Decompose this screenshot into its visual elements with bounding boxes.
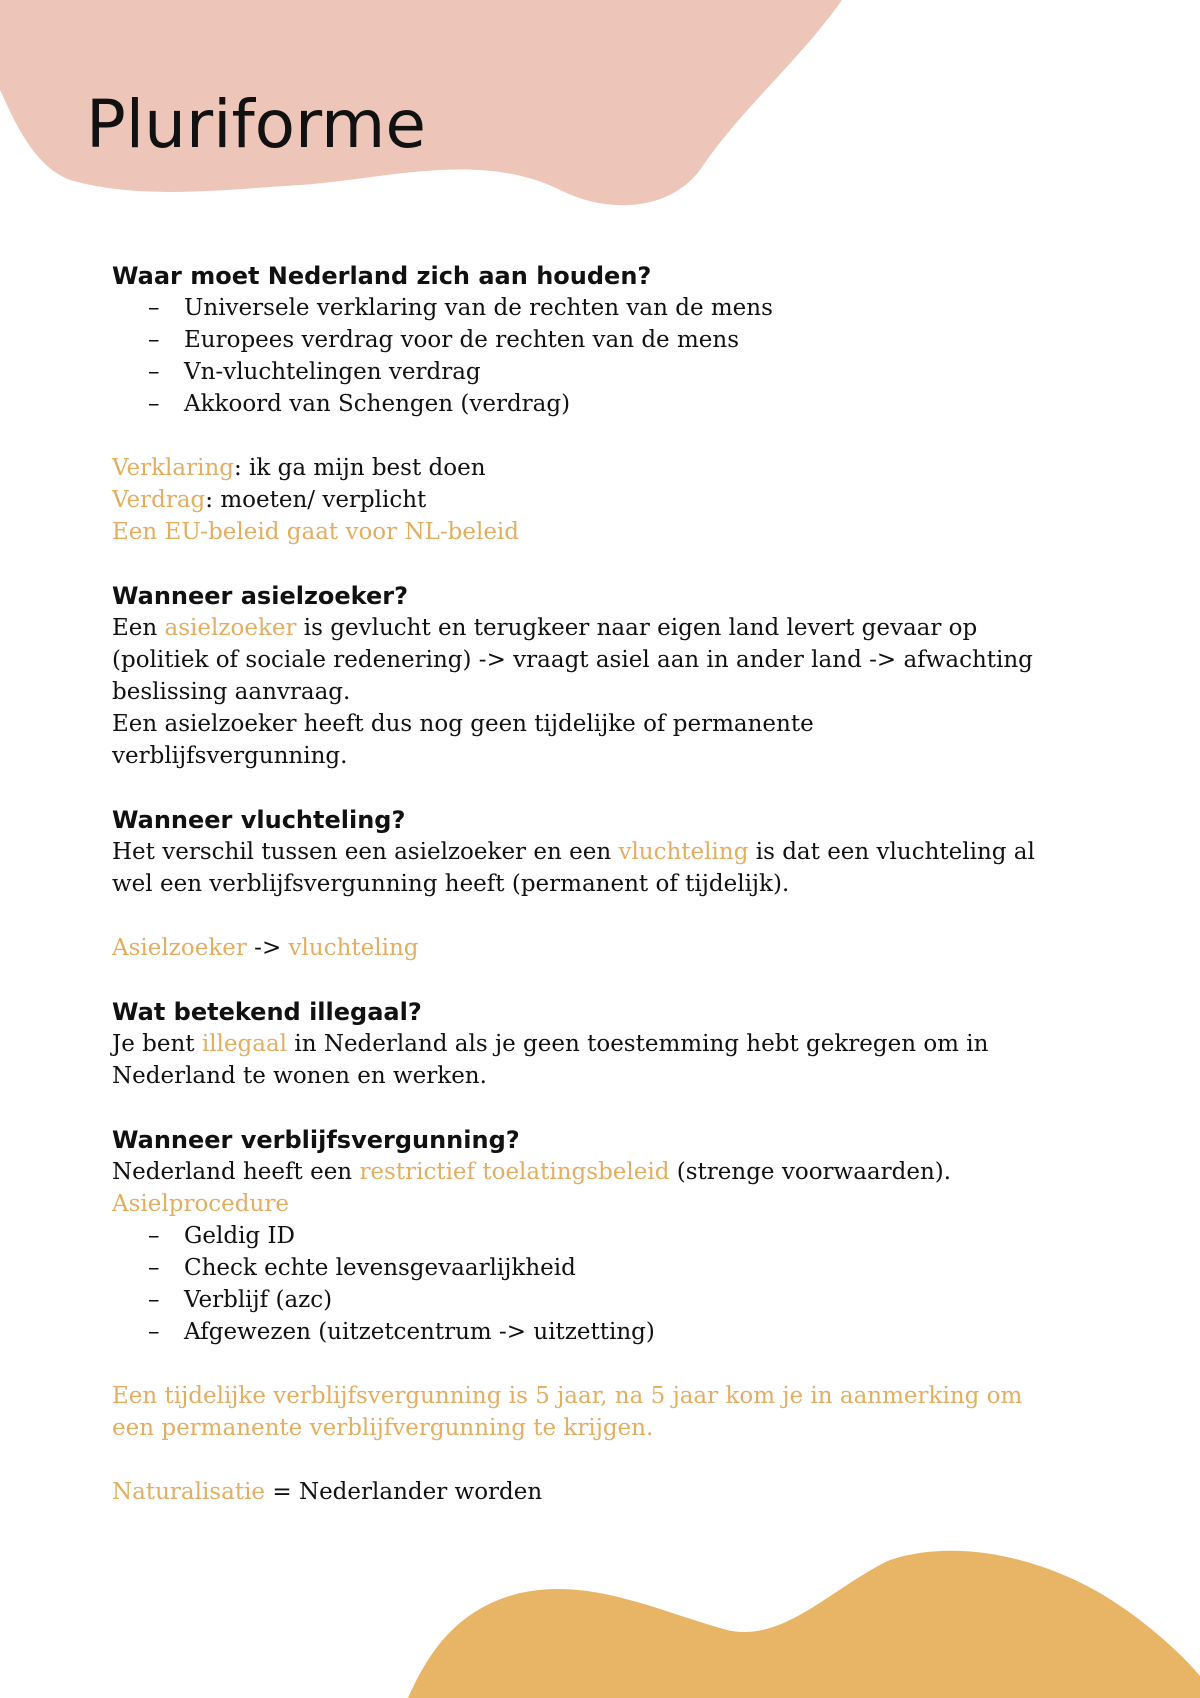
text-span: in Nederland als je geen toestemming hebt gekregen om in Nederland te wonen en werken. xyxy=(112,1031,989,1089)
term-highlight: restrictief toelatingsbeleid xyxy=(359,1159,670,1185)
section-heading: Wanneer verblijfsvergunning? xyxy=(112,1126,520,1154)
definition-text: : moeten/ verplicht xyxy=(205,487,427,513)
paragraph xyxy=(112,1156,1042,1188)
section-heading: Wanneer asielzoeker? xyxy=(112,582,409,610)
list-item: – Akkoord van Schengen (verdrag) xyxy=(112,388,1042,420)
definition-line xyxy=(112,484,1042,516)
term-highlight: Verdrag xyxy=(112,487,206,513)
section-heading: Wanneer vluchteling? xyxy=(112,806,406,834)
section-obligations xyxy=(112,260,1042,420)
procedure-list xyxy=(112,1220,1042,1348)
list-item: – Vn-vluchtelingen verdrag xyxy=(112,356,1042,388)
list-item: – Afgewezen (uitzetcentrum -> uitzetting) xyxy=(112,1316,1042,1348)
text-span: is gevlucht en terugkeer naar eigen land levert gevaar op (politiek of sociale redenering) -> vraagt asiel aan in ander land -> afwachting beslissing aanvraag. xyxy=(112,615,1033,705)
paragraph xyxy=(112,612,1042,708)
definition-line xyxy=(112,452,1042,484)
text-span: Nederland heeft een xyxy=(112,1159,360,1185)
spacer xyxy=(112,900,1042,932)
term-highlight: Naturalisatie xyxy=(112,1479,266,1505)
highlight-note: Een EU-beleid gaat voor NL-beleid xyxy=(112,519,520,545)
paragraph xyxy=(112,1476,1042,1508)
section-illegaal xyxy=(112,996,1042,1092)
section-verblijfsvergunning xyxy=(112,1124,1042,1508)
text-span: is dat een vluchteling al wel een verblijfsvergunning heeft (permanent of tijdelijk). xyxy=(112,839,1035,897)
text-span: Je bent xyxy=(112,1031,202,1057)
term-highlight: illegaal xyxy=(201,1031,288,1057)
text-span: -> xyxy=(246,935,289,961)
paragraph xyxy=(112,836,1042,900)
paragraph: Een asielzoeker heeft dus nog geen tijdelijke of permanente verblijfsvergunning. xyxy=(112,711,814,769)
list-item: – Geldig ID xyxy=(112,1220,1042,1252)
highlight-note: Asielprocedure xyxy=(112,1191,289,1217)
section-heading: Wat betekend illegaal? xyxy=(112,998,422,1026)
term-highlight: vluchteling xyxy=(618,839,749,865)
list-item: – Check echte levensgevaarlijkheid xyxy=(112,1252,1042,1284)
bottom-decorative-blob xyxy=(0,1548,1200,1698)
term-highlight: asielzoeker xyxy=(164,615,297,641)
list-item: – Europees verdrag voor de rechten van de mens xyxy=(112,324,1042,356)
bottom-blob-shape xyxy=(408,1551,1200,1698)
text-span: Een xyxy=(112,615,165,641)
spacer xyxy=(112,1444,1042,1476)
highlight-note: Een tijdelijke verblijfsvergunning is 5 jaar, na 5 jaar kom je in aanmerking om een permanente verblijfvergunning te krijgen. xyxy=(112,1383,1023,1441)
list-item: – Universele verklaring van de rechten van de mens xyxy=(112,292,1042,324)
section-asielzoeker xyxy=(112,580,1042,772)
definition-text: : ik ga mijn best doen xyxy=(234,455,486,481)
term-highlight: Asielzoeker xyxy=(112,935,247,961)
text-span: = Nederlander worden xyxy=(265,1479,543,1505)
term-highlight: vluchteling xyxy=(288,935,419,961)
obligations-list xyxy=(112,292,1042,420)
spacer xyxy=(112,1348,1042,1380)
paragraph xyxy=(112,1028,1042,1092)
section-vluchteling xyxy=(112,804,1042,964)
section-heading: Waar moet Nederland zich aan houden? xyxy=(112,262,652,290)
text-span: Het verschil tussen een asielzoeker en een xyxy=(112,839,619,865)
paragraph xyxy=(112,932,1042,964)
list-item: – Verblijf (azc) xyxy=(112,1284,1042,1316)
term-highlight: Verklaring xyxy=(112,455,234,481)
text-span: (strenge voorwaarden). xyxy=(669,1159,952,1185)
document-body xyxy=(112,260,1042,1540)
page-title: Pluriforme xyxy=(86,92,426,163)
section-definitions xyxy=(112,452,1042,548)
